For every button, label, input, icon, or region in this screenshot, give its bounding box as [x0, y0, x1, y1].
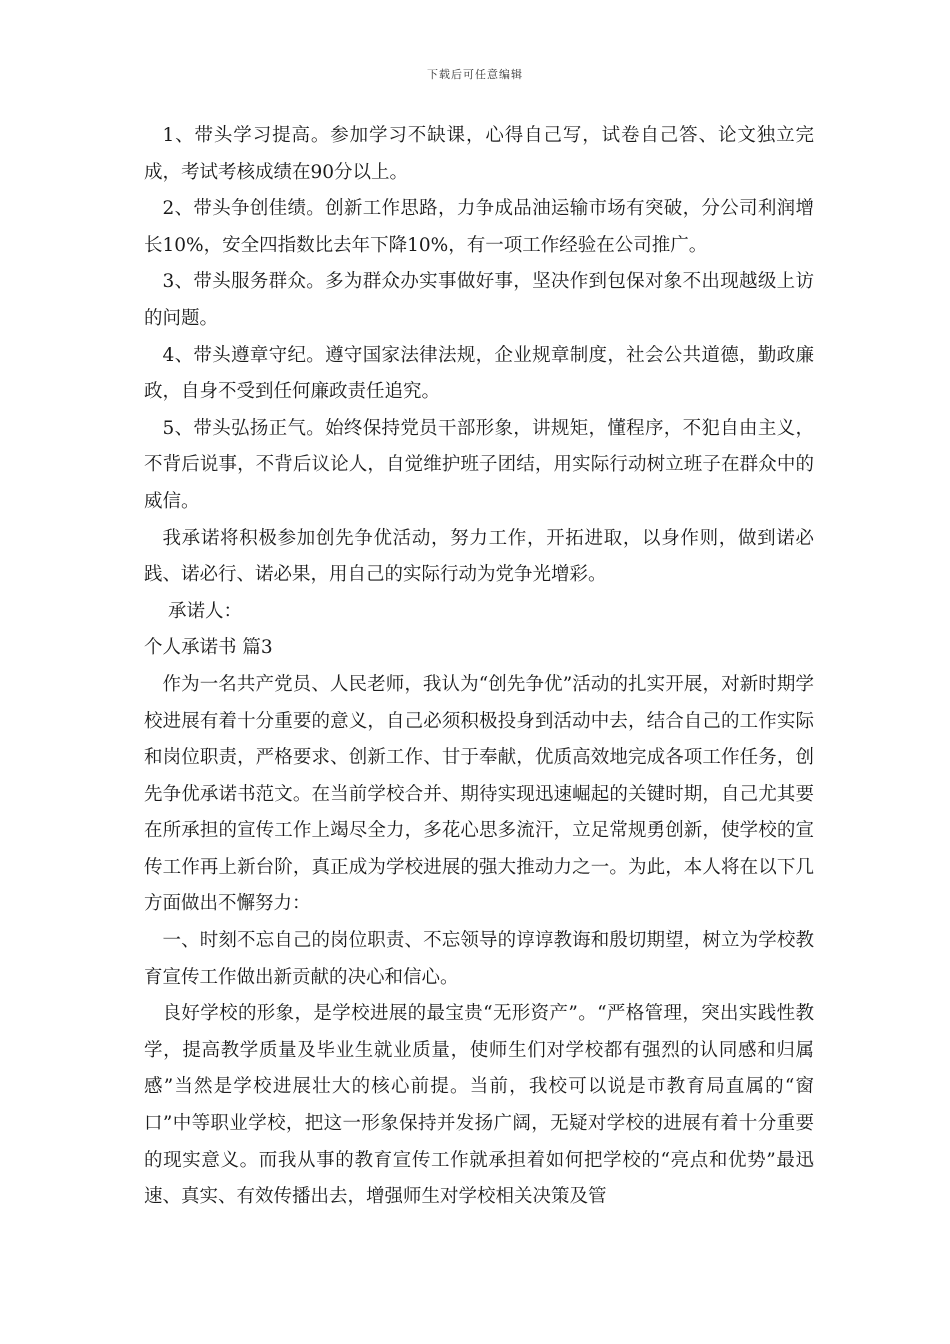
- commitment-item-2: 2、带头争创佳绩。创新工作思路，力争成品油运输市场有突破，分公司利润增长10%，安全四指数比去年下降10%，有一项工作经验在公司推广。: [144, 198, 814, 256]
- commitment-item-4: 4、带头遵章守纪。遵守国家法律法规，企业规章制度，社会公共道德，勤政廉政，自身不受到任何廉政责任追究。: [144, 344, 814, 403]
- commitment-item-1: 1、带头学习提高。参加学习不缺课，心得自己写，试卷自己答、论文独立完成，考试考核成绩在90分以上。: [144, 125, 814, 183]
- commitment-item-5: 5、带头弘扬正气。始终保持党员干部形象，讲规矩，懂程序，不犯自由主义，不背后说事，不背后议论人，自觉维护班子团结，用实际行动树立班子在群众中的威信。: [144, 417, 814, 512]
- page-header: 下载后可任意编辑: [427, 68, 523, 81]
- body-paragraph: 良好学校的形象，是学校进展的最宝贵“无形资产”。“严格管理，突出实践性教学，提高教学质量及毕业生就业质量，使师生们对学校都有强烈的认同感和归属感”当然是学校进展壮大的核心前提。当前，我校可以说是市教育局直属的“窗口”中等职业学校，把这一形象保持并发扬广阔，无疑对学校的进展有着十分重要的现实意义。而我从事的教育宣传工作就承担着如何把学校的“亮点和优势”最迅速、真实、有效传播出去，增强师生对学校相关决策及管: [144, 1003, 814, 1208]
- commitment-pledge: 我承诺将积极参加创先争优活动，努力工作，开拓进取，以身作则，做到诺必践、诺必行、诺必果，用自己的实际行动为党争光增彩。: [144, 527, 814, 586]
- body-paragraph: 一、时刻不忘自己的岗位职责、不忘领导的谆谆教诲和殷切期望，树立为学校教育宣传工作做出新贡献的决心和信心。: [144, 930, 814, 988]
- section-heading: 个人承诺书 篇3: [144, 637, 273, 659]
- body-paragraph: 作为一名共产党员、人民老师，我认为“创先争优”活动的扎实开展，对新时期学校进展有着十分重要的意义，自己必须积极投身到活动中去，结合自己的工作实际和岗位职责，严格要求、创新工作、甘于奉献，优质高效地完成各项工作任务，创先争优承诺书范文。在当前学校合并、期待实现迅速崛起的关键时期，自己尤其要在所承担的宣传工作上竭尽全力，多花心思多流汗，立足常规勇创新，使学校的宣传工作再上新台阶，真正成为学校进展的强大推动力之一。为此，本人将在以下几方面做出不懈努力：: [144, 673, 814, 915]
- commitment-item-3: 3、带头服务群众。多为群众办实事做好事，坚决作到包保对象不出现越级上访的问题。: [144, 271, 814, 329]
- signer-label: 承诺人：: [168, 600, 243, 622]
- document-body: [144, 118, 814, 1216]
